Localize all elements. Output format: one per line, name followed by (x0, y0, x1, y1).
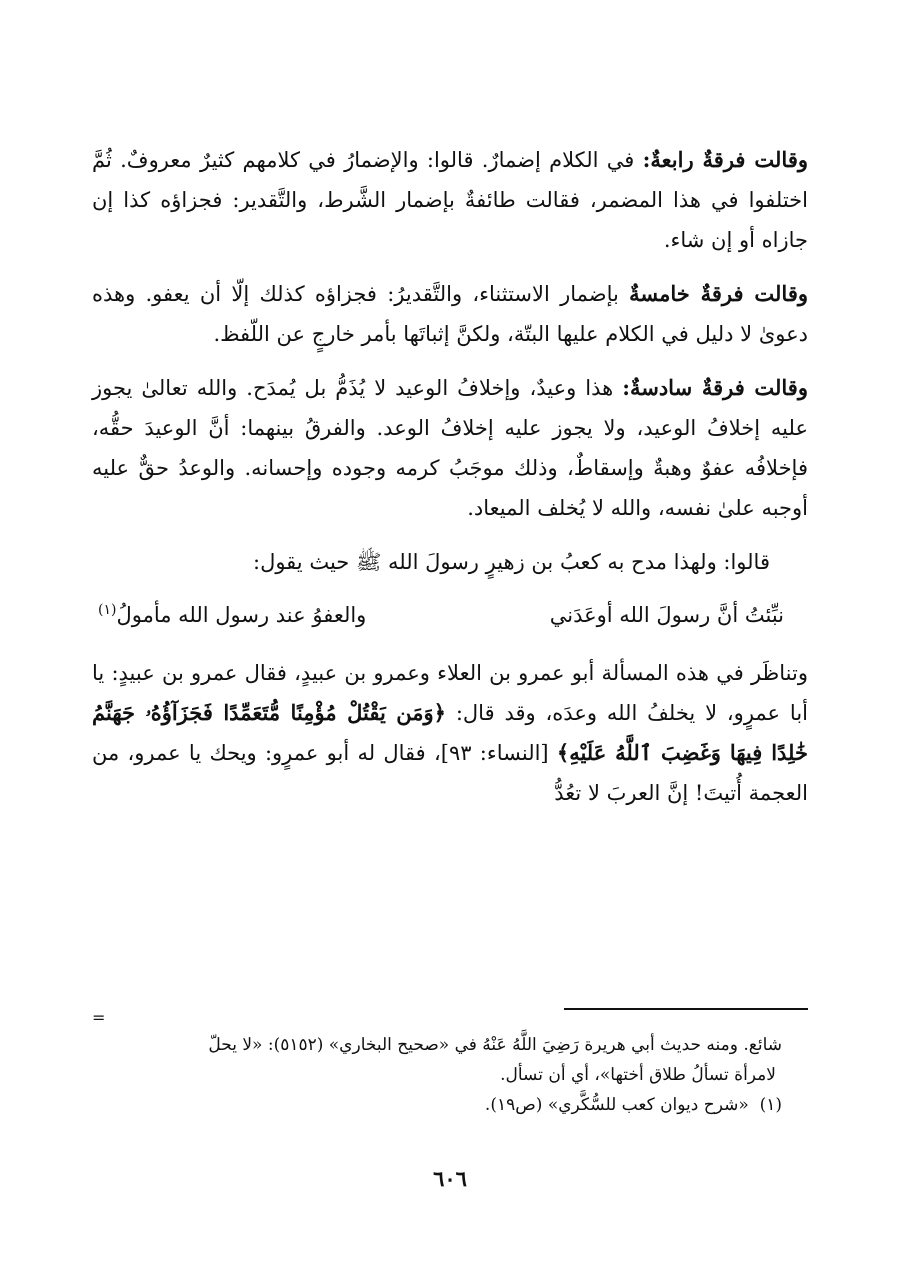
paragraph-text: هذا وعيدٌ، وإخلافُ الوعيد لا يُذَمُّ بل يُمدَح. والله تعالىٰ يجوز عليه إخلافُ الوعيد، ولا يجوز عليه إخلافُ الوعد. والفرقُ بينهما: أنَّ الوعيدَ حقُّه، فإخلافُه عفوٌ وهبةٌ وإسقاطٌ، وذلك موجَبُ كرمه وجوده وإحسانه. والوعدُ حقٌّ عليه أوجبه علىٰ نفسه، والله لا يُخلف الميعاد. (92, 376, 808, 520)
verse-first-hemistich: نبِّئتُ أنَّ رسولَ الله أوعَدَني (549, 603, 784, 627)
paragraph-sixth-sect (92, 368, 808, 528)
poem-intro-line: قالوا: ولهذا مدح به كعبُ بن زهيرٍ رسولَ الله ﷺ حيث يقول: (253, 550, 770, 574)
verse-second-hemistich (98, 590, 366, 635)
footnote-text: «شرح ديوان كعب للسُّكَّري» (ص١٩). (484, 1095, 749, 1115)
footnote-divider (564, 1008, 808, 1010)
footnote-reference: (١) (98, 602, 117, 618)
page-number: ٦٠٦ (433, 1166, 467, 1191)
paragraph-text: في الكلام إضمارٌ. قالوا: والإضمارُ في كلامهم كثيرٌ معروفٌ. ثُمَّ اختلفوا في هذا المضمر، فقالت طائفةٌ بإضمار الشَّرط، والتَّقدير: فجزاؤه كذا إن جازاه أو إن شاء. (92, 148, 808, 252)
footnote-number: (١) (759, 1095, 782, 1115)
main-text (92, 140, 808, 827)
footnote-carryover-line: شائع. ومنه حديث أبي هريرة رَضِيَ اللَّهُ عَنْهُ في «صحيح البخاري» (٥١٥٢): «لا يحلّ (208, 1035, 782, 1055)
footnotes (92, 1030, 782, 1120)
paragraph-lead: وقالت فرقةٌ خامسةٌ (629, 281, 808, 306)
paragraph-lead: وقالت فرقةٌ سادسةٌ: (622, 375, 808, 400)
paragraph-text: بإضمار الاستثناء، والتَّقديرُ: فجزاؤه كذلك إلّا أن يعفو. وهذه دعوىٰ لا دليل في الكلام عليها البتّة، ولكنَّ إثباتَها بأمر خارجٍ عن اللّفظ. (92, 282, 808, 346)
footnote-continuation-mark: = (92, 1008, 106, 1027)
paragraph-lead: وقالت فرقةٌ رابعةٌ: (642, 147, 809, 172)
paragraph-text: وتناظَر في هذه المسألة أبو عمرو بن العلاء وعمرو بن عبيدٍ، فقال عمرو بن عبيدٍ: يا أبا عمرٍو، لا يخلفُ الله وعدَه، وقد قال: (92, 661, 808, 725)
quran-quote: ﴿وَمَن يَقْتُلْ مُؤْمِنًا مُّتَعَمِّدًا فَجَزَآؤُهُۥ جَهَنَّمُ خَٰلِدًا فِيهَا وَغَضِبَ ٱللَّهُ عَلَيْهِ﴾ (92, 700, 808, 765)
paragraph-fourth-sect (92, 140, 808, 260)
paragraph-fifth-sect (92, 274, 808, 354)
paragraph-debate (92, 653, 808, 813)
footnote-1 (92, 1090, 782, 1120)
poem-verse (92, 590, 808, 635)
quran-citation: [النساء: ٩٣] (440, 741, 557, 765)
verse-second-hemistich-text: والعفوُ عند رسول الله مأمولُ (116, 603, 367, 627)
paragraph-text-continued: ، فقال له أبو عمرٍو: ويحك يا عمرو، من العجمة أُتيتَ! إنَّ العربَ لا تعُدُّ (92, 741, 808, 805)
footnote-carryover-line: لامرأة تسألُ طلاق أختها»، أي أن تسأل. (500, 1065, 776, 1085)
